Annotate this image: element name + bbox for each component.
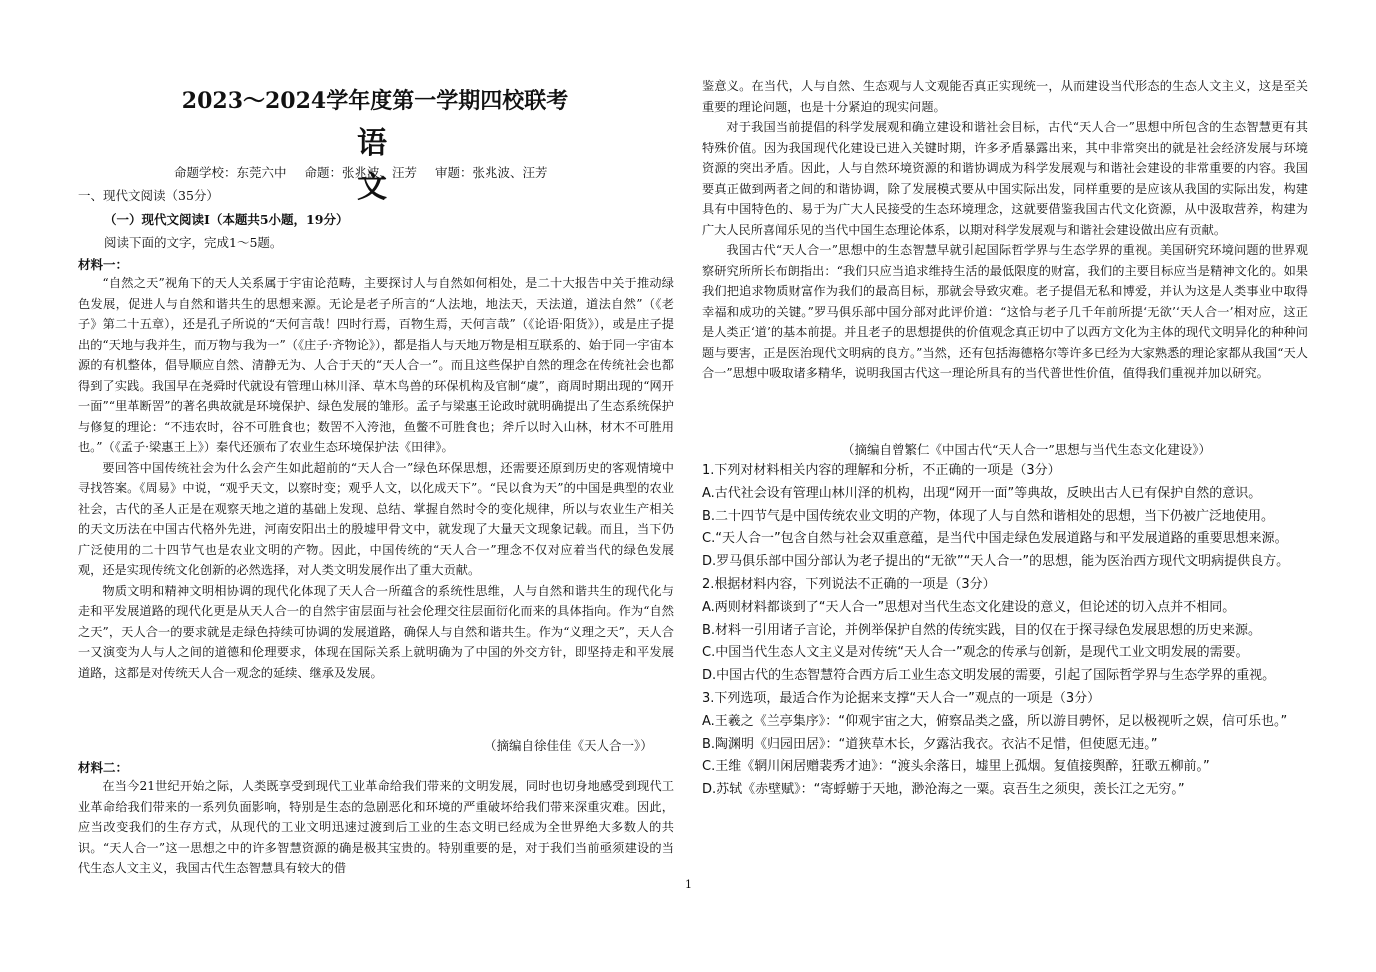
material1-paragraph: “自然之天”视角下的天人关系属于宇宙论范畴，主要探讨人与自然如何相处，是二十大报告中关于推动绿色发展，促进人与自然和谐共生的思想来源。无论是老子所言的“人法地，地法天，天法道，道法自然”（《老子》第二十五章），还是孔子所说的“天何言哉！四时行焉，百物生焉，天何言哉”（《论语·阳货》），或是庄子提出的“天地与我并生，而万物与我为一”（《庄子·齐物论》），都是指人与天地万物是相互联系的、始于同一宇宙本源的有机整体，倡导顺应自然、清静无为、人合于天的“天人合一”。而且这些保护自然的理念在传统社会也都得到了实践。我国早在尧舜时代就设有管理山林川泽、草木鸟兽的环保机构及官制“虞”，商周时期出现的“网开一面”“里革断罟”的著名典故就是环境保护、绿色发展的雏形。孟子与梁惠王论政时就明确提出了生态系统保护与修复的理论：“不违农时，谷不可胜食也；数罟不入洿池，鱼鳖不可胜食也；斧斤以时入山林，材木不可胜用也。”（《孟子·梁惠王上》）秦代还颁布了农业生态环境保护法《田律》。 [78,276,674,454]
material1-source: （摘编自徐佳佳《天人合一》） [484,738,653,753]
question-stem: 2.根据材料内容，下列说法不正确的一项是（3分） [702,576,996,592]
meta-reviewer: 审题：张兆波、汪芳 [435,165,548,180]
page-number: 1 [685,878,692,891]
material1-label: 材料一： [78,257,129,272]
material2-label: 材料二： [78,760,129,775]
exam-meta [174,163,634,181]
question-option: B.陶渊明《归园田居》：“道狭草木长，夕露沾我衣。衣沾不足惜，但使愿无违。” [702,736,1158,752]
question-option: B.二十四节气是中国传统农业文明的产物，体现了人与自然和谐相处的思想，当下仍被广泛地使用。 [702,508,1275,524]
question-option: C.“天人合一”包含自然与社会双重意蕴，是当代中国走绿色发展道路与和平发展道路的重要思想来源。 [702,531,1288,547]
question-option: A.两则材料都谈到了“天人合一”思想对当代生态文化建设的意义，但论述的切入点并不相同。 [702,599,1236,615]
material1-paragraph: 要回答中国传统社会为什么会产生如此超前的“天人合一”绿色环保思想，还需要还原到历史的客观情境中寻找答案。《周易》中说，“观乎天文，以察时变；观乎人文，以化成天下”。“民以食为天”的中国是典型的农业社会，古代的圣人正是在观察天地之道的基础上发现、总结、掌握自然时令的变化规律，所以与农业生产相关的天文历法在中国古代格外先进，河南安阳出土的殷墟甲骨文中，就发现了大量天文现象记载。而且，当下仍广泛使用的二十四节气也是农业文明的产物。因此，中国传统的“天人合一”理念不仅对应着当代的绿色发展观，还是实现传统文化创新的必然选择，对人类文明发展作出了重大贡献。 [78,460,674,577]
material1-body [78,273,674,683]
material2-source: （摘编自曾繁仁《中国古代“天人合一”思想与当代生态文化建设》） [842,442,1212,457]
question-option: D.苏轼《赤壁赋》：“寄蜉蝣于天地，渺沧海之一粟。哀吾生之须臾，羡长江之无穷。” [702,782,1185,798]
question-option: B.材料一引用诸子言论，并例举保护自然的传统实践，目的仅在于探寻绿色发展思想的历史来源。 [702,622,1262,638]
sub-section-heading: （一）现代文阅读Ⅰ（本题共5小题，19分） [104,212,349,227]
material1-paragraph: 物质文明和精神文明相协调的现代化体现了天人合一所蕴含的系统性思维，人与自然和谐共生的现代化与走和平发展道路的现代化更是从天人合一的自然宇宙层面与社会伦理交往层面衍化而来的具体指向。作为“自然之天”，天人合一的要求就是走绿色持续可协调的发展道路，确保人与自然和谐共生。作为“义理之天”，天人合一又演变为人与人之间的道德和伦理要求，体现在国际关系上就明确为了中国的外交方针，即坚持走和平发展道路，这都是对传统天人合一观念的延续、继承及发展。 [78,583,674,680]
question-stem: 1.下列对材料相关内容的理解和分析，不正确的一项是（3分） [702,463,1061,478]
question-option: D.罗马俱乐部中国分部认为老子提出的“无欲”“天人合一”的思想，能为医治西方现代文明病提供良方。 [702,554,1290,570]
material2-continued [702,76,1308,384]
material2-paragraph: 对于我国当前提倡的科学发展观和确立建设和谐社会目标，古代“天人合一”思想中所包含的生态智慧更有其特殊价值。因为我国现代化建设已进入关键时期，许多矛盾暴露出来，其中非常突出的就是社会经济发展与环境资源的突出矛盾。因此，人与自然环境资源的和谐协调成为科学发展观与和谐社会建设的非常重要的内容。我国要真正做到两者之间的和谐协调，除了发展模式要从中国实际出发，同样重要的是应该从我国的实际出发，构建具有中国特色的、易于为广大人民接受的生态环境理念，这就要借鉴我国古代文化资源，从中汲取营养，构建为广大人民所喜闻乐见的当代中国生态理论体系，以期对科学发展观与和谐社会建设做出应有贡献。 [702,120,1308,237]
meta-school: 命题学校：东莞六中 [174,165,287,180]
question-option: D.中国古代的生态智慧符合西方后工业生态文明发展的需要，引起了国际哲学界与生态学界的重视。 [702,668,1276,684]
question-option: C.中国当代生态人文主义是对传统“天人合一”观念的传承与创新，是现代工业文明发展的需要。 [702,645,1249,661]
instruction: 阅读下面的文字，完成1～5题。 [104,235,283,250]
question-option: A.古代社会设有管理山林川泽的机构，出现“网开一面”等典故，反映出古人已有保护自然的意识。 [702,485,1262,501]
section-heading: 一、现代文阅读（35分） [78,188,219,203]
subject-title: 语 文 [357,126,403,205]
material2-paragraph: 鉴意义。在当代，人与自然、生态观与人文观能否真正实现统一，从而建设当代形态的生态人文主义，这是至关重要的理论问题，也是十分紧迫的现实问题。 [702,79,1308,114]
material2-paragraph: 在当今21世纪开始之际，人类既享受到现代工业革命给我们带来的文明发展，同时也切身地感受到现代工业革命给我们带来的一系列负面影响，特别是生态的急剧恶化和环境的严重破坏给我们带来深重灾难。因此，应当改变我们的生存方式，从现代的工业文明迅速过渡到后工业的生态文明已经成为全世界绝大多数人的共识。“天人合一”这一思想之中的许多智慧资源的确是极其宝贵的。特别重要的是，对于我们当前亟须建设的当代生态人文主义，我国古代生态智慧具有较大的借 [78,779,674,875]
question-option: A.王羲之《兰亭集序》：“仰观宇宙之大，俯察品类之盛，所以游目骋怀，足以极视听之娱，信可乐也。” [702,713,1288,729]
exam-title: 2023～2024学年度第一学期四校联考 [181,88,569,114]
question-stem: 3.下列选项，最适合作为论据来支撑“天人合一”观点的一项是（3分） [702,690,1101,706]
material2-body [78,776,674,879]
questions [702,460,1308,802]
question-option: C.王维《辋川闲居赠裴秀才迪》：“渡头余落日，墟里上孤烟。复值接舆醉，狂歌五柳前。” [702,759,1210,775]
meta-setter: 命题：张兆波、汪芳 [304,165,418,180]
material2-paragraph: 我国古代“天人合一”思想中的生态智慧早就引起国际哲学界与生态学界的重视。美国研究环境问题的世界观察研究所所长布朗指出：“我们只应当追求维持生活的最低限度的财富，我们的主要目标应当是精神文化的。如果我们把追求物质财富作为我们的最高目标，那就会导致灾难。老子提倡无私和博爱，并认为这是人类事业中取得幸福和成功的关键。”罗马俱乐部中国分部对此评价道：“这恰与老子几千年前所提‘无欲’‘天人合一’相对应，这正是人类正‘道’的基本前提。并且老子的思想提供的价值观念真正切中了以西方文化为主体的现代文明异化的种种问题与要害，正是医治现代文明病的良方。”当然，还有包括海德格尔等许多已经为大家熟悉的理论家都从我国“天人合一”思想中吸取诸多精华，说明我国古代这一理论所具有的当代普世性价值，值得我们重视并加以研究。 [702,243,1308,380]
